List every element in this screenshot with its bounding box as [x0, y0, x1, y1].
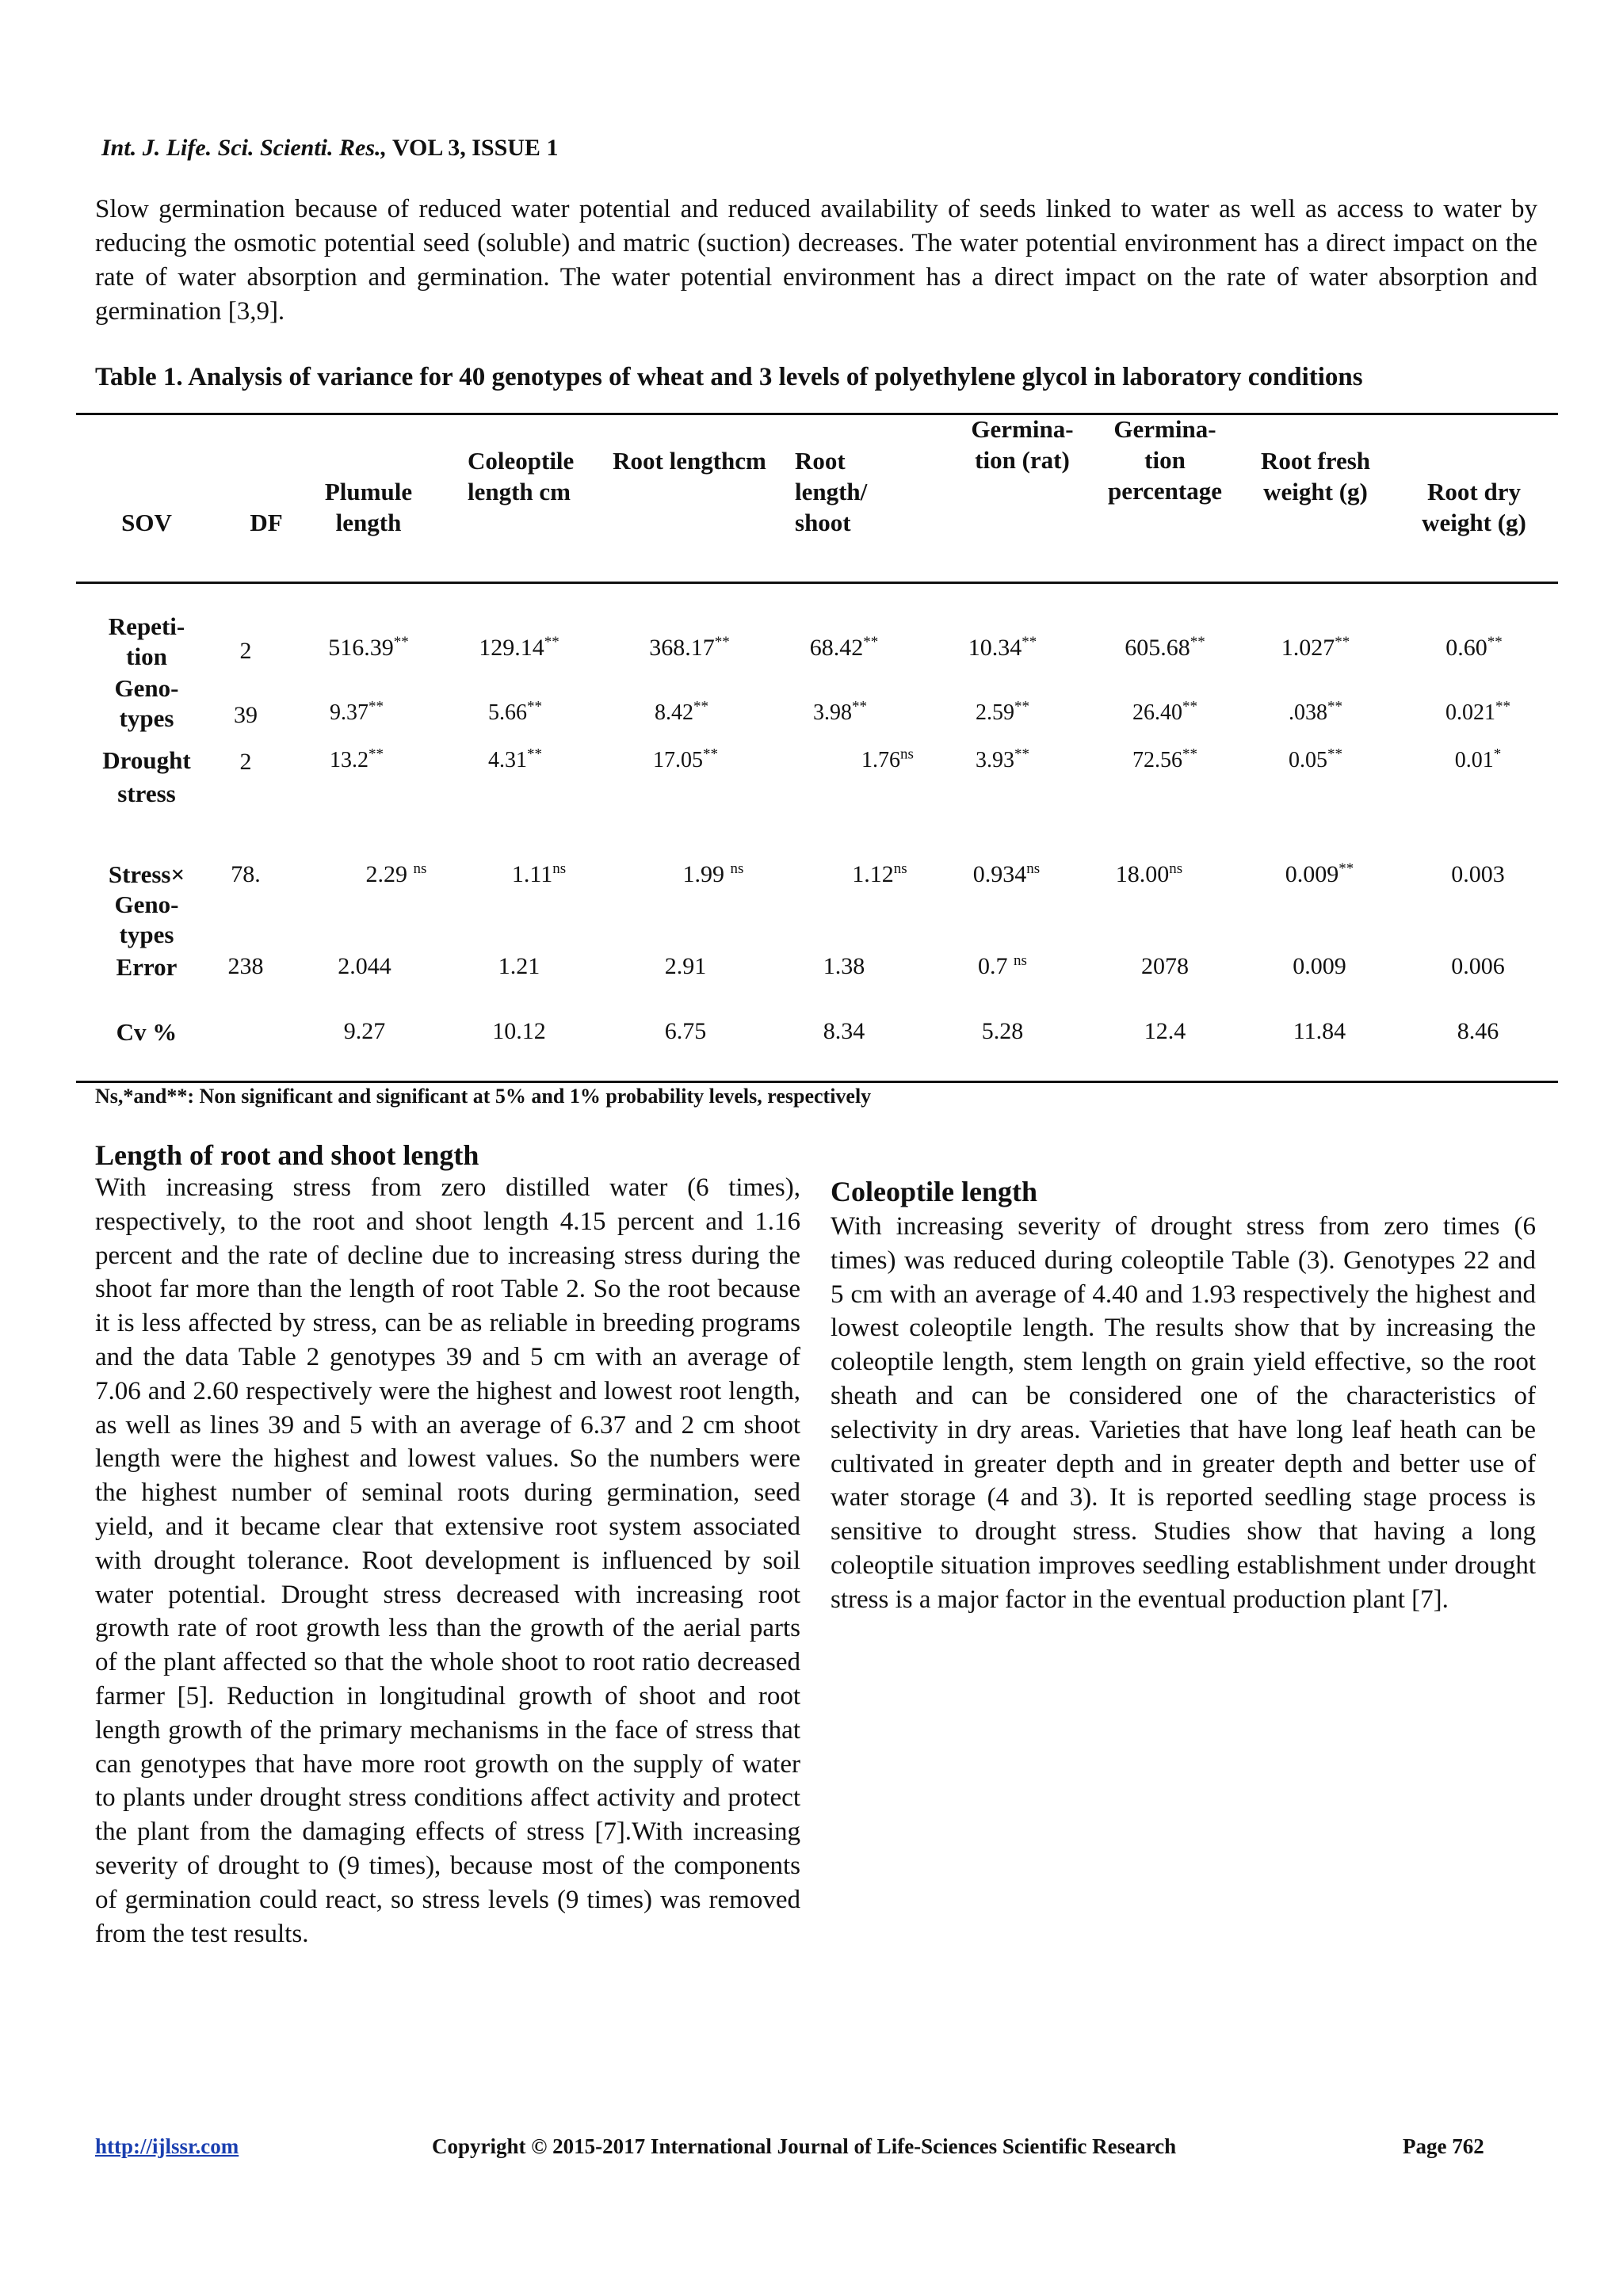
cell: 68.42**	[809, 634, 879, 661]
volume-issue: VOL 3, ISSUE 1	[391, 135, 559, 161]
section-heading-coleoptile: Coleoptile length	[831, 1176, 1037, 1207]
header-coleoptile: Coleoptile length cm	[468, 447, 575, 505]
cell: 11.84	[1293, 1018, 1346, 1044]
cell: 0.021**	[1445, 698, 1510, 725]
cell: 0.05**	[1289, 746, 1342, 772]
header-root-fresh-weight: Root fresh weight (g)	[1260, 447, 1371, 505]
cell: 5.28	[981, 1018, 1024, 1044]
cell: $18.00^{ns}$	[1115, 860, 1183, 887]
row-label-drought-stress: Drought stress	[102, 746, 191, 807]
journal-link[interactable]: http://ijlssr.com	[95, 2134, 239, 2158]
cell: 72.56**	[1132, 746, 1197, 772]
row-genotypes-df: 39	[234, 702, 258, 728]
cell: 5.66**	[488, 698, 542, 725]
cell: 605.68**	[1125, 634, 1205, 661]
cell: $0.934^{ns}$	[972, 860, 1041, 887]
table-footnote: Ns,*and**: Non significant and significant at 5% and 1% probability levels, respectively	[95, 1085, 872, 1108]
cell: 0.009**	[1285, 860, 1354, 887]
cell: 8.46	[1457, 1018, 1499, 1044]
cell: 17.05**	[653, 746, 718, 772]
header-root-dry-weight: Root dry weight (g)	[1422, 478, 1526, 536]
row-label-error: Error	[116, 953, 178, 981]
cell: $1.12^{ns}$	[852, 860, 907, 887]
cell: 12.4	[1144, 1018, 1186, 1044]
cell: 4.31**	[488, 746, 542, 772]
cell: 9.27	[343, 1018, 386, 1044]
cell: 129.14**	[479, 634, 559, 661]
cell: 368.17**	[649, 634, 730, 661]
table-header-rule	[76, 582, 1558, 584]
cell: 8.34	[823, 1018, 865, 1044]
table-bottom-rule	[76, 1081, 1558, 1083]
section-body-root-shoot: With increasing stress from zero distilled water (6 times), respectively, to the root and shoot length 4.15 percent and 1.16 percent and the rate of decline due to increasing stress during the shoot far more than the length of root Table 2. So the root because it is less affected by stress, can be as reliable in breeding programs and the data Table 2 genotypes 39 and 5 cm with an average of 7.06 and 2.60 respectively were the highest and lowest root length, as well as lines 39 and 5 with an average of 6.37 and 2 cm shoot length were the highest and lowest values. So the numbers were the highest number of seminal roots during germination, seed yield, and it became clear that extensive root system associated with drought tolerance. Root development is influenced by soil water potential. Drought stress decreased with increasing root growth rate of root growth less than the growth of the aerial parts of the plant affected so that the whole shoot to root ratio decreased farmer [5]. Reduction in longitudinal growth of shoot and root length growth of the primary mechanisms in the face of stress that can genotypes that have more root growth on the supply of water to plants under drought stress conditions affect activity and protect the plant from the damaging effects of stress [7].With increasing severity of drought to (9 times), because most of the components of germination could react, so stress levels (9 times) was removed from the test results.	[95, 1173, 800, 1948]
header-df: DF	[250, 509, 283, 536]
cell: 3.93**	[976, 746, 1029, 772]
row-drought-stress-df: 2	[239, 749, 252, 775]
header-sov: SOV	[121, 509, 172, 536]
table-caption: Table 1. Analysis of variance for 40 genotypes of wheat and 3 levels of polyethylene glycol in laboratory conditions	[95, 363, 1363, 391]
cell: 1.38	[823, 953, 865, 979]
cell: 0.60**	[1445, 634, 1503, 661]
cell: 0.01*	[1454, 746, 1502, 772]
cell: 10.34**	[968, 634, 1037, 661]
cell: 2.91	[664, 953, 707, 979]
cell: 2.29 $^{ns}$	[365, 860, 427, 887]
running-head	[101, 135, 558, 162]
cell: 0.7 $^{ns}$	[978, 952, 1027, 979]
section-body-coleoptile: With increasing severity of drought stress from zero times (6 times) was reduced during coleoptile Table (3). Genotypes 22 and 5 cm with an average of 4.40 and 1.93 respectively the highest and lowest coleoptile length. The results show that by increasing the coleoptile length, stem length on grain yield effective, so the root sheath and can be considered one of the characteristics of selectivity in dry areas. Varieties that have long leaf heath can be cultivated in greater depth and in greater depth and better use of water storage (4 and 3). It is reported seedling stage process is sensitive to drought stress. Studies show that having a long coleoptile situation improves seedling establishment under drought stress is a major factor in the eventual production plant [7].	[831, 1212, 1536, 1614]
cell: 2.044	[338, 953, 391, 979]
cell: 9.37**	[330, 698, 384, 725]
cell: $1.76^{ns}$	[861, 746, 914, 772]
footer-url[interactable]	[95, 2134, 239, 2159]
table-top-rule	[76, 413, 1558, 415]
row-label-repetition: Repeti- tion	[108, 612, 185, 670]
cell: 516.39**	[328, 634, 409, 661]
row-error-df: 238	[227, 953, 264, 979]
header-root-length: Root lengthcm	[613, 447, 766, 475]
footer-copyright: Copyright © 2015-2017 International Journal of Life-Sciences Scientific Research	[432, 2134, 1177, 2158]
row-repetition-df: 2	[239, 638, 252, 664]
intro-paragraph: Slow germination because of reduced water potential and reduced availability of seeds linked to water as well as access to water by reducing the osmotic potential seed (soluble) and matric (suction) decreases. The water potential environment has a direct impact on the rate of water absorption and germination. The water potential environment has a direct impact on the rate of water absorption and germination [3,9].	[95, 195, 1537, 326]
row-label-cv: Cv %	[116, 1018, 178, 1046]
cell: 10.12	[492, 1018, 546, 1044]
cell: 0.003	[1451, 861, 1505, 887]
section-heading-root-shoot: Length of root and shoot length	[95, 1139, 479, 1171]
row-stress-genotypes-df: 78.	[231, 861, 261, 887]
header-germination-percentage: Germina- tion percentage	[1107, 415, 1223, 505]
cell: 8.42**	[655, 698, 708, 725]
cell: 3.98**	[813, 698, 867, 725]
header-plumule: Plumule length	[324, 478, 413, 536]
cell: 2078	[1141, 953, 1189, 979]
cell: 1.99 $^{ns}$	[682, 860, 744, 887]
row-label-stress-genotypes: Stress× Geno- types	[108, 860, 185, 948]
cell: 2.59**	[976, 698, 1029, 725]
cell: 1.027**	[1281, 634, 1350, 661]
cell: .038**	[1289, 698, 1342, 725]
row-label-genotypes: Geno- types	[114, 674, 179, 732]
footer-page-number: Page 762	[1403, 2134, 1484, 2158]
cell: 0.006	[1451, 953, 1505, 979]
cell: 13.2**	[330, 746, 384, 772]
journal-name: Int. J. Life. Sci. Scienti. Res.,	[101, 135, 387, 161]
cell: $1.11^{ns}$	[511, 860, 567, 887]
cell: 0.009	[1293, 953, 1346, 979]
header-root-shoot: Root length/ shoot	[795, 447, 868, 536]
cell: 1.21	[498, 953, 540, 979]
cell: 26.40**	[1132, 698, 1197, 725]
cell: 6.75	[664, 1018, 707, 1044]
header-germination-rate: Germina- tion (rat)	[971, 415, 1074, 474]
